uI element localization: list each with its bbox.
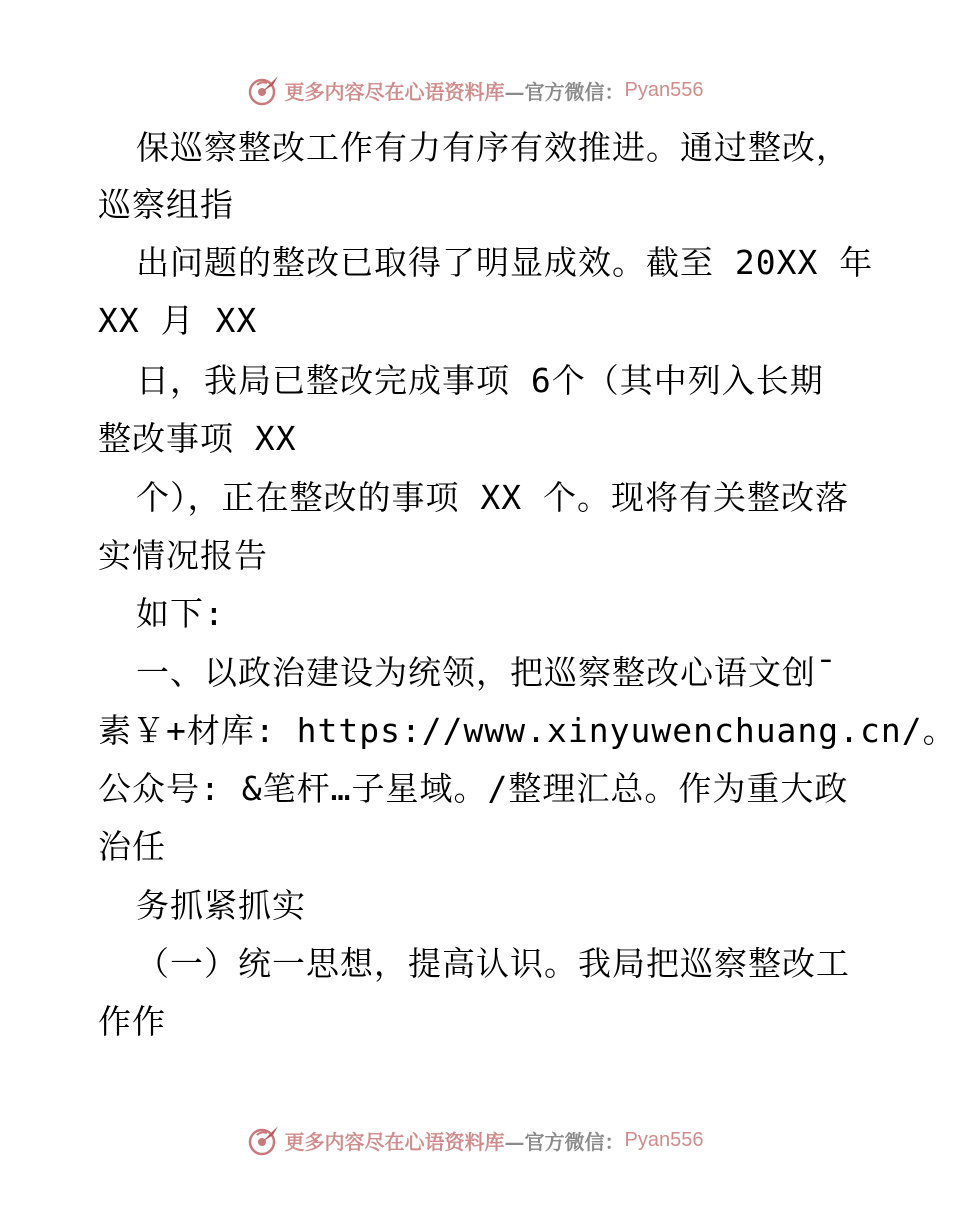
body-line: 巡察组指 — [98, 185, 234, 224]
watermark-wechat-id: Pyan556 — [624, 1128, 704, 1151]
body-line: 务抓紧抓实 — [136, 886, 306, 925]
body-line: 整改事项 XX — [98, 419, 297, 458]
body-line: 实情况报告 — [98, 536, 268, 575]
body-line: 作作 — [98, 1002, 166, 1041]
watermark-title: 更多内容尽在心语资料库 — [284, 1129, 505, 1154]
body-line: 出问题的整改已取得了明显成效。截至 20XX 年 — [136, 243, 874, 282]
watermark-title: 更多内容尽在心语资料库 — [284, 79, 505, 104]
body-line: 公众号: &笔杆…子星域。/整理汇总。作为重大政 — [98, 769, 849, 808]
body-line: 日，我局已整改完成事项 6个（其中列入长期 — [136, 361, 824, 400]
quill-logo-icon — [247, 1123, 281, 1157]
body-line: 个），正在整改的事项 XX 个。现将有关整改落 — [136, 478, 849, 517]
watermark-separator: —官方微信： — [504, 79, 625, 104]
watermark-wechat-id: Pyan556 — [624, 78, 704, 101]
body-line: XX 月 XX — [98, 301, 258, 340]
body-line: 治任 — [98, 827, 166, 866]
body-line: （一）统一思想，提高认识。我局把巡察整改工 — [136, 944, 850, 983]
body-line: 一、以政治建设为统领，把巡察整改心语文创¯ — [136, 653, 837, 692]
quill-logo-icon — [247, 73, 281, 107]
body-line: 保巡察整改工作有力有序有效推进。通过整改， — [136, 128, 850, 167]
watermark-separator: —官方微信： — [504, 1129, 625, 1154]
footer-watermark — [0, 1120, 950, 1160]
header-watermark — [0, 70, 950, 110]
body-line: 如下: — [136, 594, 225, 633]
body-line: 素￥+材库: https://www.xinyuwenchuang.cn/。 — [98, 711, 957, 750]
